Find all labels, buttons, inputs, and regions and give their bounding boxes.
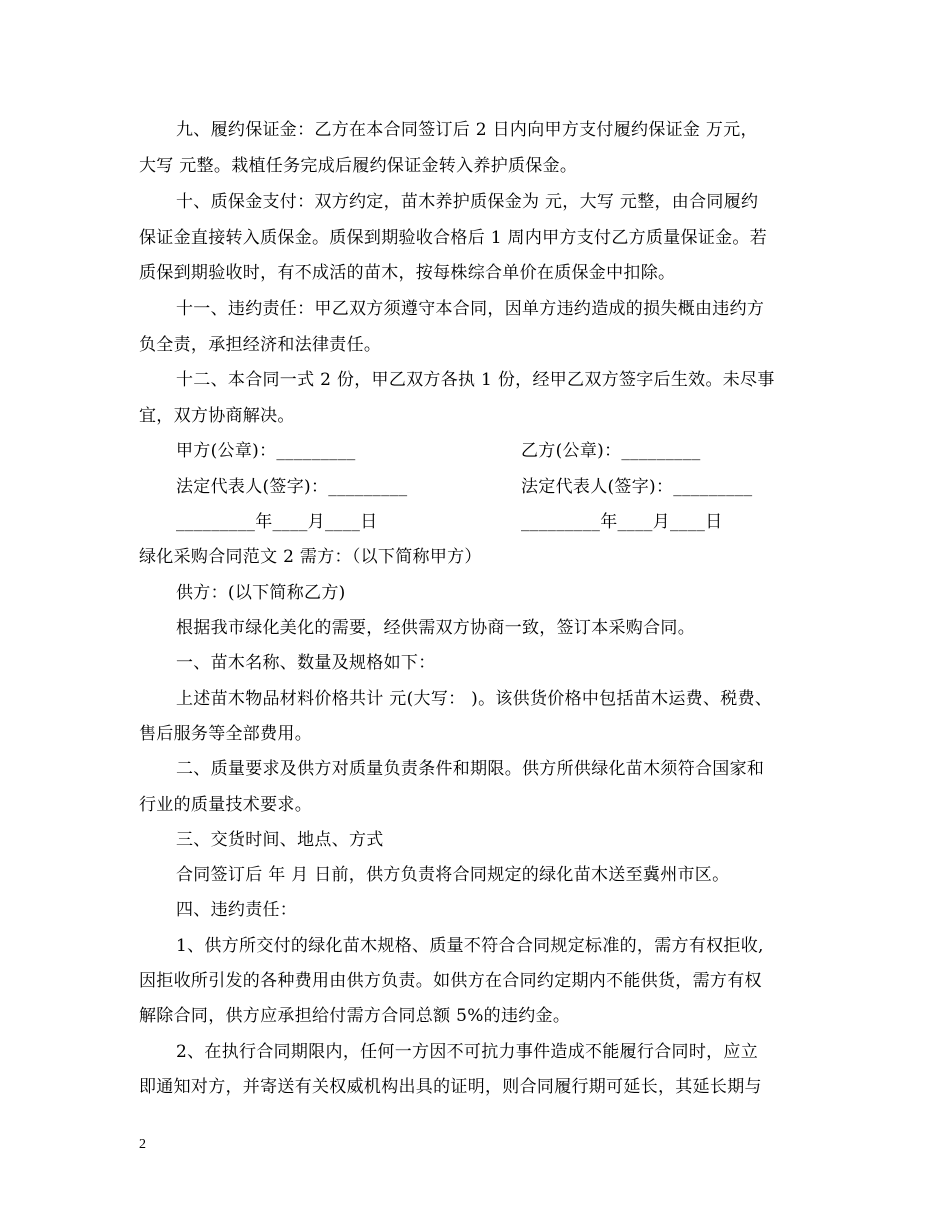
text-line: 十二、本合同一式 2 份，甲乙双方各执 1 份，经甲乙双方签字后生效。未尽事 <box>176 370 775 390</box>
party-b-representative: 法定代表人(签字)：_________ <box>521 477 753 497</box>
text-line: 保证金直接转入质保金。质保到期验收合格后 1 周内甲方支付乙方质量保证金。若 <box>139 228 768 248</box>
text-line: 三、交货时间、地点、方式 <box>176 830 384 850</box>
text-line: 2、在执行合同期限内，任何一方因不可抗力事件造成不能履行合同时，应立 <box>176 1042 759 1062</box>
text-line: 二、质量要求及供方对质量负责条件和期限。供方所供绿化苗木须符合国家和 <box>176 759 765 779</box>
text-line: 售后服务等全部费用。 <box>139 724 312 744</box>
text-line: 十、质保金支付：双方约定，苗木养护质保金为 元，大写 元整，由合同履约 <box>176 192 759 212</box>
page-number: 2 <box>139 1137 146 1152</box>
text-line: 即通知对方，并寄送有关权威机构出具的证明，则合同履行期可延长，其延长期与 <box>139 1077 762 1097</box>
text-line: 合同签订后 年 月 日前，供方负责将合同规定的绿化苗木送至冀州市区。 <box>176 865 730 885</box>
party-a-date: _________年____月____日 <box>176 512 378 532</box>
text-line: 供方：(以下简称乙方) <box>176 583 346 603</box>
text-line: 九、履约保证金：乙方在本合同签订后 2 日内向甲方支付履约保证金 万元， <box>176 120 758 140</box>
text-line: 十一、违约责任：甲乙双方须遵守本合同，因单方违约造成的损失概由违约方 <box>176 299 765 319</box>
text-line: 一、苗木名称、数量及规格如下： <box>176 653 436 673</box>
party-b-seal: 乙方(公章)：_________ <box>521 441 701 461</box>
text-line: 1、供方所交付的绿化苗木规格、质量不符合合同规定标准的，需方有权拒收, <box>176 936 764 956</box>
text-line: 宜，双方协商解决。 <box>139 406 295 426</box>
text-line: 因拒收所引发的各种费用由供方负责。如供方在合同约定期内不能供货，需方有权 <box>139 971 762 991</box>
text-line: 四、违约责任： <box>176 900 298 920</box>
section-heading: 绿化采购合同范文 2 需方：（以下简称甲方） <box>139 547 482 567</box>
text-line: 解除合同，供方应承担给付需方合同总额 5%的违约金。 <box>139 1006 571 1026</box>
party-a-representative: 法定代表人(签字)：_________ <box>176 477 408 497</box>
text-line: 根据我市绿化美化的需要，经供需双方协商一致，签订本采购合同。 <box>176 618 695 638</box>
text-line: 上述苗木物品材料价格共计 元(大写： )。该供货价格中包括苗木运费、税费、 <box>176 689 773 709</box>
text-line: 行业的质量技术要求。 <box>139 795 312 815</box>
party-b-date: _________年____月____日 <box>521 512 723 532</box>
text-line: 大写 元整。栽植任务完成后履约保证金转入养护质保金。 <box>139 156 578 176</box>
text-line: 质保到期验收时，有不成活的苗木，按每株综合单价在质保金中扣除。 <box>139 263 676 283</box>
text-line: 负全责，承担经济和法律责任。 <box>139 335 382 355</box>
party-a-seal: 甲方(公章)：_________ <box>176 441 356 461</box>
